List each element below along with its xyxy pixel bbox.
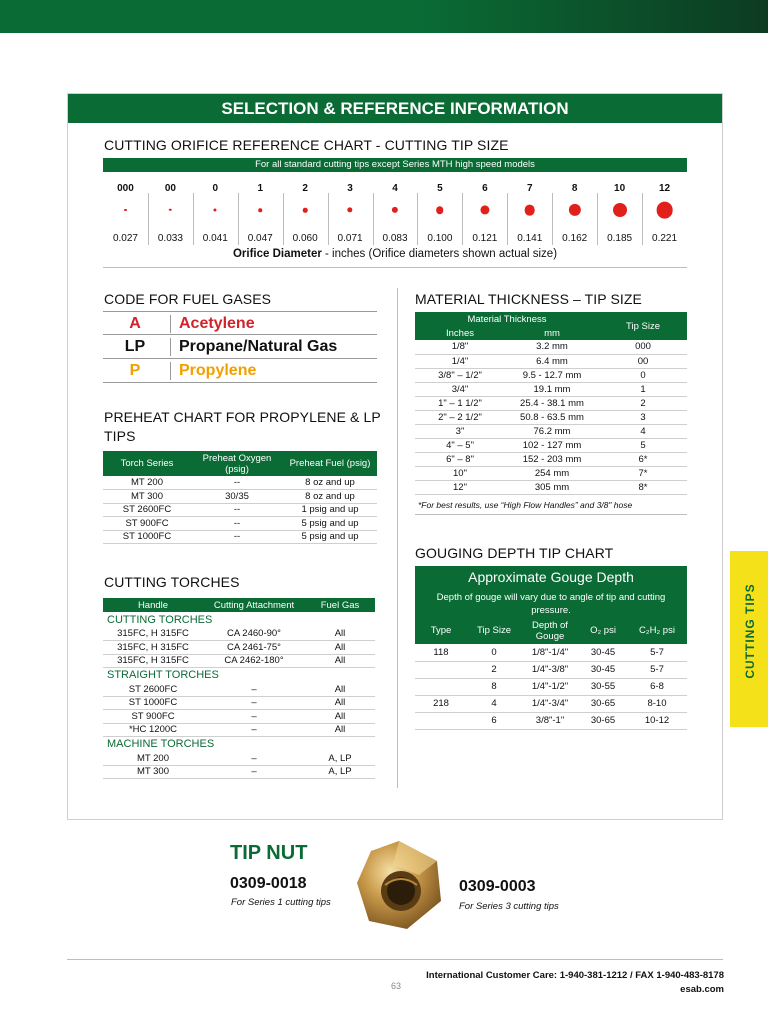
table-cell: 30-55 [590, 681, 616, 692]
table-row [415, 678, 687, 695]
table-cell: 1/8" [451, 341, 469, 353]
table-cell: 10-12 [644, 715, 670, 726]
fuel-code-row [103, 311, 377, 335]
table-cell: 00 [637, 355, 649, 367]
table-cell: 25.4 - 38.1 mm [520, 397, 584, 409]
table-row [103, 723, 375, 737]
table-cell: 3/4" [451, 383, 469, 395]
tip-size-label: 7 [526, 183, 533, 194]
tip-nut-desc-left: For Series 1 cutting tips [231, 897, 331, 908]
table-cell: 3 [640, 411, 646, 423]
divider [103, 267, 687, 268]
table-row [103, 696, 375, 710]
table-cell: 5 [640, 439, 646, 451]
tip-size-label: 8 [571, 183, 578, 194]
gouging-title: GOUGING DEPTH TIP CHART [415, 545, 614, 561]
table-cell: 254 mm [534, 467, 570, 479]
table-cell: 1/4" [451, 355, 469, 367]
table-row [103, 530, 377, 544]
table-cell: 0 [640, 369, 646, 381]
table-cell: 218 [433, 698, 449, 709]
table-row [103, 476, 377, 490]
table-cell: 6" – 8" [446, 453, 474, 465]
table-cell: 9.5 - 12.7 mm [522, 369, 582, 381]
orifice-column [192, 180, 238, 248]
fuel-codes-title: CODE FOR FUEL GASES [104, 291, 272, 307]
table-cell: 30-45 [590, 646, 616, 658]
gouging-banner: Approximate Gouge Depth [468, 569, 634, 585]
column-separator [642, 193, 643, 245]
table-cell: 2" – 2 1/2" [438, 411, 482, 423]
table-row [415, 452, 687, 466]
tip-size-label: 6 [482, 183, 488, 194]
table-row [103, 654, 375, 668]
code-separator [170, 315, 171, 333]
thickness-header-tip: Tip Size [599, 312, 687, 340]
code-separator [170, 362, 171, 380]
tip-size-label: 12 [658, 183, 671, 194]
table-cell: All [334, 697, 346, 709]
tip-size-label: 4 [392, 183, 398, 194]
table-cell: ST 900FC [125, 517, 169, 529]
table-row [415, 368, 687, 382]
table-cell: 6-8 [650, 681, 664, 692]
table-cell: All [334, 655, 346, 667]
column-separator [597, 193, 598, 245]
table-row [415, 340, 687, 354]
table-cell: 8 [491, 681, 497, 692]
table-cell: -- [233, 477, 241, 488]
table-cell: ST 2600FC [128, 683, 178, 695]
orifice-diameter-value: 0.033 [157, 233, 183, 244]
cutting-torches-title: CUTTING TORCHES [104, 574, 240, 590]
orifice-column [102, 180, 148, 248]
torch-group-label: CUTTING TORCHES [107, 613, 213, 626]
divider [415, 514, 687, 515]
table-cell: All [334, 724, 346, 736]
side-tab-label: CUTTING TIPS [743, 583, 757, 679]
table-cell: 6* [638, 453, 648, 465]
orifice-caption [103, 248, 687, 260]
torches-header-attachment: Cutting Attachment [203, 598, 305, 612]
table-cell: All [334, 641, 346, 653]
table-cell: 305 mm [534, 481, 570, 493]
column-separator [552, 193, 553, 245]
table-cell: 315FC, H 315FC [117, 628, 189, 639]
column-separator [462, 193, 463, 245]
table-cell: 1 psig and up [301, 504, 359, 516]
table-row [415, 712, 687, 729]
table-row [415, 644, 687, 661]
table-row [415, 438, 687, 452]
table-row [103, 490, 377, 504]
table-cell: *HC 1200C [128, 724, 178, 736]
table-row [415, 480, 687, 494]
table-cell: MT 300 [136, 766, 170, 778]
website-link[interactable]: esab.com [680, 984, 724, 995]
torch-group-label: STRAIGHT TORCHES [107, 669, 219, 682]
table-cell [415, 712, 467, 729]
table-cell: 1" – 1 1/2" [438, 397, 482, 409]
torch-group-label: MACHINE TORCHES [107, 738, 215, 751]
top-banner [0, 0, 768, 33]
table-cell: 6 [491, 715, 497, 726]
table-cell: 5 psig and up [301, 531, 359, 543]
orifice-diameter-value: 0.060 [292, 233, 318, 244]
table-cell: -- [233, 504, 241, 516]
orifice-column [597, 180, 643, 248]
table-cell: 1 [640, 383, 646, 395]
table-row [415, 410, 687, 424]
fuel-name: Acetylene [179, 315, 255, 332]
table-cell: 152 - 203 mm [522, 453, 582, 465]
thickness-table [415, 312, 687, 495]
table-cell: 30-65 [590, 715, 616, 726]
table-cell: All [334, 628, 346, 639]
table-cell: ST 2600FC [122, 504, 172, 516]
fuel-code-row [103, 359, 377, 383]
table-cell: 76.2 mm [533, 425, 571, 437]
table-cell: 1/4"-3/8" [531, 664, 569, 675]
table-cell: – [251, 766, 257, 778]
column-separator [373, 193, 374, 245]
fuel-code: P [129, 362, 141, 379]
table-row [103, 765, 375, 779]
orifice-column [327, 180, 373, 248]
preheat-header-series: Torch Series [103, 451, 191, 476]
orifice-column [642, 180, 688, 248]
table-cell: – [251, 724, 257, 736]
table-cell: – [251, 710, 257, 722]
column-divider [397, 288, 398, 788]
table-cell: 5-7 [650, 646, 664, 658]
column-separator [328, 193, 329, 245]
fuel-code-row [103, 335, 377, 359]
torch-group-row [103, 612, 375, 627]
table-cell: 12" [453, 481, 467, 493]
page-number: 63 [391, 981, 402, 991]
preheat-title: PREHEAT CHART FOR PROPYLENE & LP TIPS [104, 409, 381, 444]
fuel-code: LP [124, 338, 146, 355]
tip-nut-part-right: 0309-0003 [459, 878, 536, 895]
table-cell: A, LP [328, 752, 352, 764]
orifice-diameter-value: 0.121 [472, 233, 498, 244]
gouging-table [415, 617, 687, 730]
table-cell: 6.4 mm [536, 355, 568, 367]
orifice-column [552, 180, 598, 248]
table-cell: 000 [635, 341, 651, 353]
column-separator [193, 193, 194, 245]
table-cell: 8* [638, 481, 648, 493]
orifice-column [147, 180, 193, 248]
table-row [415, 354, 687, 368]
tip-size-label: 5 [437, 183, 443, 194]
table-cell: – [251, 683, 257, 695]
orifice-dot [214, 208, 217, 211]
orifice-diameter-value: 0.071 [337, 233, 363, 244]
column-separator [507, 193, 508, 245]
table-cell: MT 200 [130, 477, 164, 488]
care-label: International Customer Care: 1-940-381-1212 / [426, 970, 636, 981]
tip-size-label: 000 [117, 183, 134, 194]
orifice-column [417, 180, 463, 248]
table-cell: -- [233, 531, 241, 543]
table-cell: 2 [640, 397, 646, 409]
table-cell: 118 [433, 646, 449, 658]
thickness-title: MATERIAL THICKNESS – TIP SIZE [415, 291, 642, 307]
tip-nut-photo [349, 835, 449, 935]
table-cell: All [334, 710, 346, 722]
table-cell: 4" – 5" [446, 439, 474, 451]
orifice-caption-bold: Orifice Diameter [232, 248, 322, 260]
customer-care [426, 970, 724, 981]
tip-size-label: 00 [164, 183, 176, 194]
orifice-column [507, 180, 553, 248]
table-cell: 8-10 [647, 698, 667, 709]
tip-size-label: 2 [302, 183, 308, 194]
fuel-name: Propylene [179, 362, 257, 379]
column-separator [283, 193, 284, 245]
thickness-group-header: Material Thickness [415, 312, 599, 326]
gouging-header-tip: Tip Size [467, 617, 521, 644]
table-row [415, 396, 687, 410]
tip-size-label: 0 [212, 183, 219, 194]
table-cell: 30-45 [590, 664, 616, 675]
orifice-caption-rest: - inches (Orifice diameters shown actual size) [321, 248, 558, 260]
tip-nut-title: TIP NUT [230, 842, 308, 864]
torches-header-fuel: Fuel Gas [305, 598, 375, 612]
torch-group-row [103, 737, 375, 752]
table-cell: CA 2462-180° [224, 655, 284, 667]
orifice-diameter-value: 0.083 [382, 233, 408, 244]
orifice-chart-title: CUTTING ORIFICE REFERENCE CHART - CUTTING TIP SIZE [104, 137, 509, 153]
cutting-tips-side-tab[interactable] [730, 551, 768, 727]
table-cell: ST 900FC [131, 710, 175, 722]
orifice-diameter-value: 0.100 [427, 233, 453, 244]
table-cell: – [251, 752, 257, 764]
table-cell [415, 678, 467, 695]
table-cell [415, 661, 467, 678]
orifice-dot [347, 207, 352, 212]
fax-number: FAX 1-940-483-8178 [635, 970, 724, 981]
table-cell: 4 [491, 698, 497, 709]
torches-header-handle: Handle [103, 598, 203, 612]
table-cell: 2 [491, 664, 497, 675]
table-cell: MT 300 [130, 490, 164, 502]
table-cell: -- [233, 517, 241, 529]
footer-divider [67, 959, 723, 960]
orifice-dot [169, 209, 171, 211]
gouging-header-c2h2: C₂H₂ psi [627, 617, 687, 644]
orifice-column [237, 180, 283, 248]
table-cell: 19.1 mm [533, 383, 571, 395]
orifice-dot [524, 205, 535, 216]
preheat-header-fuel: Preheat Fuel (psig) [283, 451, 377, 476]
preheat-header-oxygen: Preheat Oxygen (psig) [191, 451, 283, 476]
table-row [103, 517, 377, 531]
table-cell: 3.2 mm [536, 341, 568, 353]
table-row [103, 710, 375, 724]
gouging-header-o2: O₂ psi [579, 617, 627, 644]
thickness-footnote: *For best results, use “High Flow Handles” and 3/8" hose [418, 500, 633, 510]
tip-nut-part-left: 0309-0018 [230, 875, 307, 892]
table-cell: CA 2460-90° [227, 628, 281, 639]
table-cell: 4 [640, 425, 646, 437]
orifice-dot [569, 204, 581, 216]
tip-size-label: 3 [347, 183, 353, 194]
thickness-header-inches: Inches [415, 326, 505, 340]
table-row [103, 683, 375, 697]
orifice-diameter-value: 0.141 [517, 233, 543, 244]
table-cell: 8 oz and up [305, 477, 355, 488]
table-cell: 5 psig and up [301, 517, 359, 529]
table-row [103, 503, 377, 517]
table-cell: A, LP [328, 766, 352, 778]
orifice-dot [258, 208, 262, 212]
orifice-diameter-value: 0.185 [607, 233, 633, 244]
table-cell: 1/8"-1/4" [531, 646, 569, 658]
table-cell: 1/4"-3/4" [531, 698, 569, 709]
table-cell: – [251, 697, 257, 709]
orifice-column [462, 180, 508, 248]
table-cell: All [334, 683, 346, 695]
column-separator [417, 193, 418, 245]
table-cell: 3/8" – 1/2" [438, 369, 482, 381]
orifice-column [282, 180, 328, 248]
orifice-diameter-value: 0.162 [562, 233, 588, 244]
fuel-name: Propane/Natural Gas [179, 338, 338, 355]
table-cell: 315FC, H 315FC [117, 641, 189, 653]
table-cell: MT 200 [136, 752, 170, 764]
table-cell: 10" [453, 467, 467, 479]
tip-size-label: 10 [614, 183, 626, 194]
table-cell: 7* [638, 467, 648, 479]
code-separator [170, 338, 171, 356]
table-row [103, 627, 375, 641]
table-cell: 3" [455, 425, 465, 437]
gouging-header-type: Type [415, 617, 467, 644]
table-row [103, 641, 375, 655]
table-cell: CA 2461-75° [227, 641, 281, 653]
orifice-note: For all standard cutting tips except Series MTH high speed models [103, 158, 687, 172]
table-row [103, 752, 375, 766]
table-cell: ST 1000FC [122, 531, 172, 543]
orifice-dot [480, 205, 489, 214]
orifice-diameter-value: 0.041 [202, 233, 228, 244]
table-cell: 50.8 - 63.5 mm [520, 411, 584, 423]
table-cell: 0 [491, 646, 497, 658]
tip-size-label: 1 [257, 183, 263, 194]
orifice-diameter-value: 0.027 [112, 233, 138, 244]
cutting-torches-table [103, 598, 375, 779]
thickness-header-mm: mm [505, 326, 599, 340]
table-cell: 5-7 [650, 664, 664, 675]
table-row [415, 424, 687, 438]
table-row [415, 695, 687, 712]
table-cell: 3/8"-1" [535, 715, 565, 726]
table-cell: 315FC, H 315FC [117, 655, 189, 667]
torch-group-row [103, 668, 375, 683]
orifice-diameter-value: 0.221 [652, 233, 678, 244]
orifice-dot [392, 207, 398, 213]
tip-nut-desc-right: For Series 3 cutting tips [459, 901, 559, 912]
gouging-header-depth: Depth of Gouge [521, 617, 579, 644]
table-cell: 102 - 127 mm [522, 439, 582, 451]
gouging-subtitle: Depth of gouge will vary due to angle of tip and cutting pressure. [436, 592, 666, 616]
panel-title: SELECTION & REFERENCE INFORMATION [68, 94, 722, 123]
column-separator [148, 193, 149, 245]
orifice-dot [124, 209, 126, 211]
fuel-code: A [129, 315, 141, 332]
table-cell: 1/4"-1/2" [531, 681, 569, 692]
table-row [415, 382, 687, 396]
table-cell: ST 1000FC [128, 697, 178, 709]
table-row [415, 466, 687, 480]
column-separator [238, 193, 239, 245]
table-cell: 30/35 [225, 490, 249, 502]
orifice-dot [656, 202, 673, 219]
orifice-column [372, 180, 418, 248]
orifice-diameter-value: 0.047 [247, 233, 273, 244]
table-row [415, 661, 687, 678]
table-cell: 8 oz and up [305, 490, 355, 502]
orifice-dot [436, 206, 444, 214]
preheat-table [103, 451, 377, 544]
orifice-dot [303, 208, 308, 213]
orifice-dot [613, 203, 627, 217]
table-cell: 30-65 [590, 698, 616, 709]
